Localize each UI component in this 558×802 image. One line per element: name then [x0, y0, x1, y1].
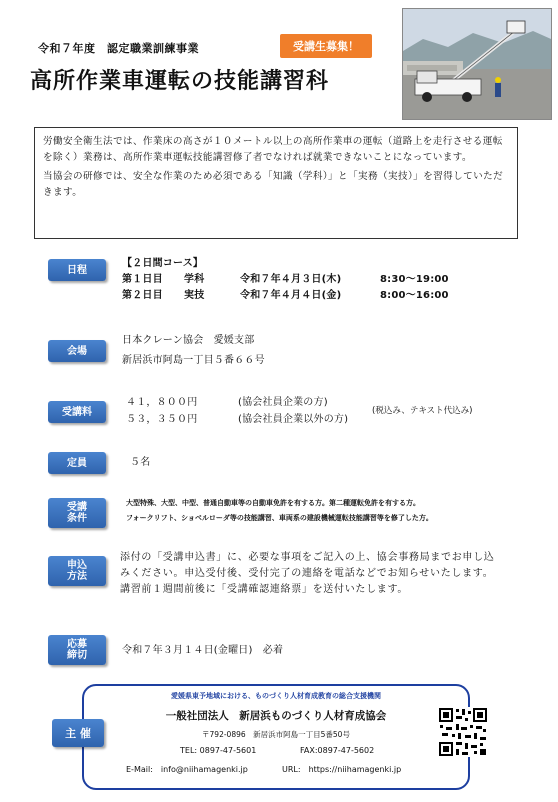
sponsor-email: E-Mail: info@niihamagenki.jp — [126, 765, 248, 774]
schedule-day: 第２日目 — [122, 290, 163, 301]
deadline-label-line2: 締切 — [67, 650, 87, 661]
deadline-label — [48, 635, 106, 665]
sponsor-fax: FAX:0897-47-5602 — [300, 746, 375, 755]
aerial-work-platform-photo — [402, 8, 552, 120]
intro-paragraph-1: 労働安全衛生法では、作業床の高さが１０メートル以上の高所作業車の運転（道路上を走行させる運転を除く）業務は、高所作業車運転技能講習修了者でなければ就業できないことになっています。 — [43, 136, 503, 163]
schedule-time: 8:00～16:00 — [380, 290, 449, 301]
sponsor-org: 一般社団法人 新居浜ものづくり人材育成協会 — [165, 710, 387, 722]
schedule-row — [122, 288, 449, 304]
qr-code-icon — [438, 707, 488, 757]
venue-name: 日本クレーン協会 愛媛支部 — [122, 335, 255, 346]
schedule-label: 日程 — [48, 259, 106, 281]
schedule-time: 8:30～19:00 — [380, 274, 449, 285]
program-subtitle: 令和７年度 認定職業訓練事業 — [38, 42, 199, 55]
conditions-label-line2: 条件 — [67, 513, 87, 524]
deadline-label-line1: 応募 — [67, 639, 87, 650]
condition-line: フォークリフト、ショベルローダ等の技能講習、車両系の建設機械運転技能講習等を修了した方。 — [126, 514, 433, 522]
capacity-label: 定員 — [48, 452, 106, 474]
fee-note: (協会社員企業の方) — [238, 397, 328, 408]
venue-address: 新居浜市阿島一丁目５番６６号 — [122, 355, 265, 366]
sponsor-url: URL: https://niihamagenki.jp — [282, 765, 402, 774]
application-text: 添付の「受講申込書」に、必要な事項をご記入の上、協会事務局までお申し込みください。申込受付後、受付完了の連絡を電話などでお知らせいたします。講習前１週間前後に「受講確認連絡票」を送付いたします。 — [120, 552, 495, 595]
conditions-section — [126, 496, 433, 526]
fee-amount: ５３，３５０円 — [126, 414, 198, 425]
fee-row — [126, 411, 348, 428]
fee-tax-note: (税込み、テキスト代込み) — [372, 406, 473, 416]
conditions-label — [48, 498, 106, 528]
sponsor-tagline: 愛媛県東予地域における、ものづくり人材育成教育の総合支援機関 — [171, 692, 381, 700]
intro-box — [34, 127, 518, 239]
venue-section — [122, 331, 265, 371]
page-title: 高所作業車運転の技能講習科 — [30, 69, 330, 94]
schedule-date: 令和７年４月３日(木) — [240, 274, 342, 285]
sponsor-tel: TEL: 0897-47-5601 — [180, 746, 257, 755]
schedule-date: 令和７年４月４日(金) — [240, 290, 342, 301]
schedule-type: 実技 — [184, 290, 205, 301]
schedule-type: 学科 — [184, 274, 205, 285]
recruiting-badge: 受講生募集！ — [280, 34, 372, 58]
fee-amount: ４１，８００円 — [126, 397, 198, 408]
application-label-line1: 申込 — [67, 560, 87, 571]
application-label-line2: 方法 — [67, 571, 87, 582]
deadline-text: 令和７年３月１４日(金曜日) 必着 — [122, 645, 284, 656]
fee-label: 受講料 — [48, 401, 106, 423]
venue-label: 会場 — [48, 340, 106, 362]
capacity-value: ５名 — [130, 457, 151, 468]
fee-section — [126, 394, 348, 428]
course-type: 【２日間コース】 — [122, 258, 204, 269]
schedule-section — [122, 256, 449, 304]
schedule-day: 第１日目 — [122, 274, 163, 285]
sponsor-address: 〒792-0896 新居浜市阿島一丁目5番50号 — [202, 730, 350, 739]
intro-paragraph-2: 当協会の研修では、安全な作業のため必須である「知識（学科）」と「実務（実技）」を習得していただきます。 — [43, 171, 504, 198]
fee-note: (協会社員企業以外の方) — [238, 414, 349, 425]
schedule-row — [122, 272, 449, 288]
conditions-label-line1: 受講 — [67, 502, 87, 513]
condition-line: 大型特殊、大型、中型、普通自動車等の自動車免許を有する方。第二種運転免許を有する方。 — [126, 499, 420, 507]
fee-row — [126, 394, 348, 411]
application-label — [48, 556, 106, 586]
sponsor-label: 主 催 — [52, 719, 104, 747]
